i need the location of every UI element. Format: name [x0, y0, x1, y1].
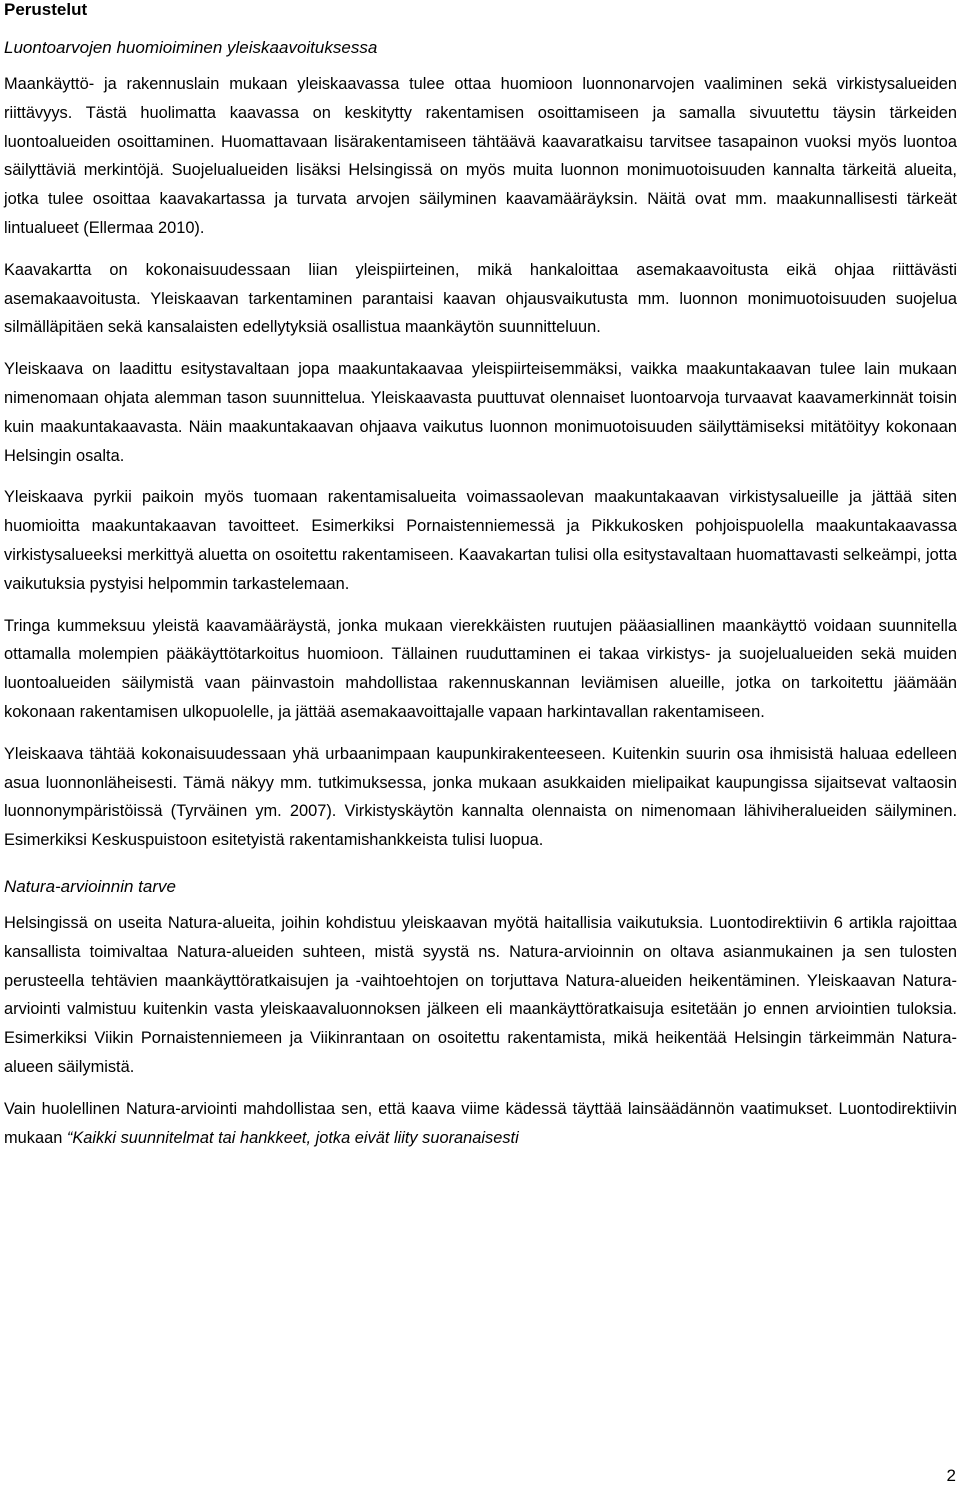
directive-quote: “Kaikki suunnitelmat tai hankkeet, jotka eivät liity suoranaisesti: [66, 1128, 519, 1147]
paragraph: Tringa kummeksuu yleistä kaavamääräystä, jonka mukaan vierekkäisten ruutujen pääasiallinen maankäyttö voidaan suunnitella ottamalla molempien pääkäyttötarkoitus huomioon. Tällainen ruuduttaminen ei takaa virkistys- ja suojelualueiden sekä muiden luontoalueiden säilymistä vaan päinvastoin mahdollistaa rakennuskannan leviämisen alueille, jotka on tarkoitettu jäämään kokonaan rakentamisen ulkopuolelle, ja jättää asemakaavoittajalle vapaan harkintavallan rakentamiseen.: [4, 616, 957, 721]
paragraph: Yleiskaava pyrkii paikoin myös tuomaan rakentamisalueita voimassaolevan maakuntakaavan virkistysalueille ja jättää siten huomioitta maakuntakaavan tavoitteet. Esimerkiksi Pornaistenniemessä ja Pikkukosken pohjoispuolella maakuntakaavassa virkistysalueeksi merkittyä aluetta on osoitettu rakentamiseen. Kaavakartan tulisi olla esitystavaltaan huomattavasti selkeämpi, jotta vaikutuksia pystyisi helpommin tarkastelemaan.: [4, 488, 957, 593]
paragraph: Yleiskaava tähtää kokonaisuudessaan yhä urbaanimpaan kaupunkirakenteeseen. Kuitenkin suurin osa ihmisistä haluaa edelleen asua luonnonläheisesti. Tämä näkyy mm. tutkimuksessa, jonka mukaan asukkaiden mielipaikat kaupungissa sijaitsevat valtaosin luonnonympäristöissä (Tyrväinen ym. 2007). Virkistyskäytön kannalta olennaista on nimenomaan lähiviheralueiden säilyminen. Esimerkiksi Keskuspuistoon esitetyistä rakentamishankkeista tulisi luopua.: [4, 744, 957, 850]
paragraph-text: Vain huolellinen Natura-arviointi mahdollistaa sen, että kaava viime kädessä täyttää lainsäädännön vaatimukset. Luontodirektiivin mukaan: [4, 1099, 957, 1147]
paragraph-last: [4, 1095, 957, 1153]
subheading-natura: Natura-arvioinnin tarve: [4, 876, 176, 896]
section-heading: Perustelut: [4, 0, 88, 19]
page-number: 2: [946, 1466, 956, 1485]
paragraph: Maankäyttö- ja rakennuslain mukaan yleiskaavassa tulee ottaa huomioon luonnonarvojen vaaliminen sekä virkistysalueiden riittävyys. Tästä huolimatta kaavassa on keskitytty rakentamisen osoittamiseen ja samalla sivuutettu täysin tärkeiden luontoalueiden osoittaminen. Huomattavaan lisärakentamiseen tähtäävä kaavaratkaisu tarvitsee tasapainon vuoksi myös luontoa säilyttäviä merkintöjä. Suojelualueiden lisäksi Helsingissä on myös muita luonnon monimuotoisuuden kannalta tärkeitä alueita, jotka tulee osoittaa kaavakartassa ja turvata arvojen säilyminen kaavamääräyksin. Näitä ovat mm. maakunnallisesti tärkeät lintualueet (Ellermaa 2010).: [4, 75, 957, 237]
paragraph: Yleiskaava on laadittu esitystavaltaan jopa maakuntakaavaa yleispiirteisemmäksi, vaikka maakuntakaavan tulee lain mukaan nimenomaan ohjata alemman tason suunnittelua. Yleiskaavasta puuttuvat olennaiset luontoarvoja turvaavat kaavamerkinnät toisin kuin maakuntakaavasta. Näin maakuntakaavan ohjaava vaikutus luonnon monimuotoisuuden säilyttämiseksi mitätöityy kokonaan Helsingin osalta.: [4, 360, 957, 465]
paragraph: Helsingissä on useita Natura-alueita, joihin kohdistuu yleiskaavan myötä haitallisia vaikutuksia. Luontodirektiivin 6 artikla rajoittaa kansallista toimivaltaa Natura-alueiden suhteen, mistä syystä ns. Natura-arvioinnin on oltava asianmukainen ja sen tulosten perusteella tehtävien maankäyttöratkaisujen ja -vaihtoehtojen on torjuttava Natura-alueiden heikentäminen. Yleiskaavan Natura-arviointi valmistuu kuitenkin vasta yleiskaavaluonnoksen jälkeen eli maankäyttöratkaisuja esitetään jo ennen arviointien tuloksia. Esimerkiksi Viikin Pornaistenniemeen ja Viikinrantaan on osoitettu rakentamista, mikä heikentää Helsingin tärkeimmän Natura-alueen säilymistä.: [4, 913, 957, 1076]
subheading-luontoarvot: Luontoarvojen huomioiminen yleiskaavoituksessa: [4, 38, 378, 57]
paragraph: Kaavakartta on kokonaisuudessaan liian yleispiirteinen, mikä hankaloittaa asemakaavoitusta eikä ohjaa riittävästi asemakaavoitusta. Yleiskaavan tarkentaminen parantaisi kaavan ohjausvaikutusta mm. luonnon monimuotoisuuden suojelua silmälläpitäen sekä kansalaisten edellytyksiä osallistua maankäytön suunnitteluun.: [4, 260, 957, 337]
document-page: [4, 0, 957, 1165]
